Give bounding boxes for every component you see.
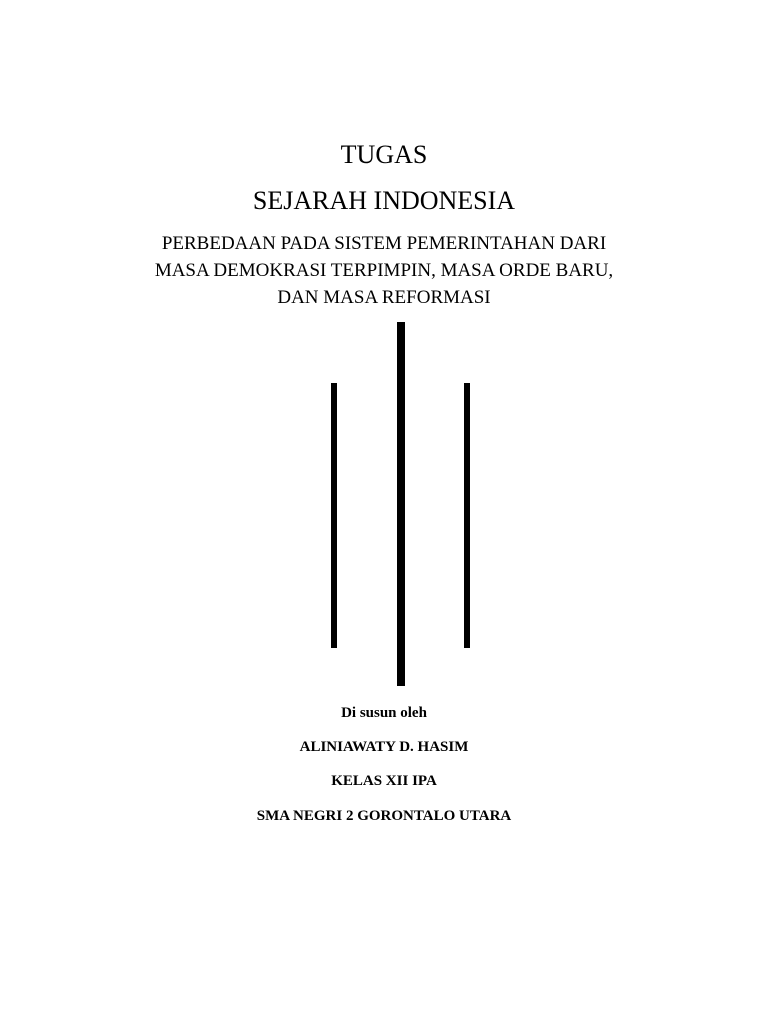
decorative-bar-right bbox=[464, 383, 470, 648]
class-name: KELAS XII IPA bbox=[331, 773, 437, 789]
title-line-1: TUGAS bbox=[340, 140, 428, 169]
decorative-bar-center bbox=[397, 322, 405, 686]
title-line-2: SEJARAH INDONESIA bbox=[252, 186, 516, 215]
school-name: SMA NEGRI 2 GORONTALO UTARA bbox=[256, 808, 512, 824]
author-name: ALINIAWATY D. HASIM bbox=[299, 739, 469, 755]
subtitle-line-3: DAN MASA REFORMASI bbox=[277, 287, 491, 308]
subtitle-line-1: PERBEDAAN PADA SISTEM PEMERINTAHAN DARI bbox=[161, 233, 607, 254]
composed-by-label: Di susun oleh bbox=[341, 705, 427, 721]
subtitle-line-2: MASA DEMOKRASI TERPIMPIN, MASA ORDE BARU, bbox=[154, 260, 614, 281]
decorative-bar-left bbox=[331, 383, 337, 648]
